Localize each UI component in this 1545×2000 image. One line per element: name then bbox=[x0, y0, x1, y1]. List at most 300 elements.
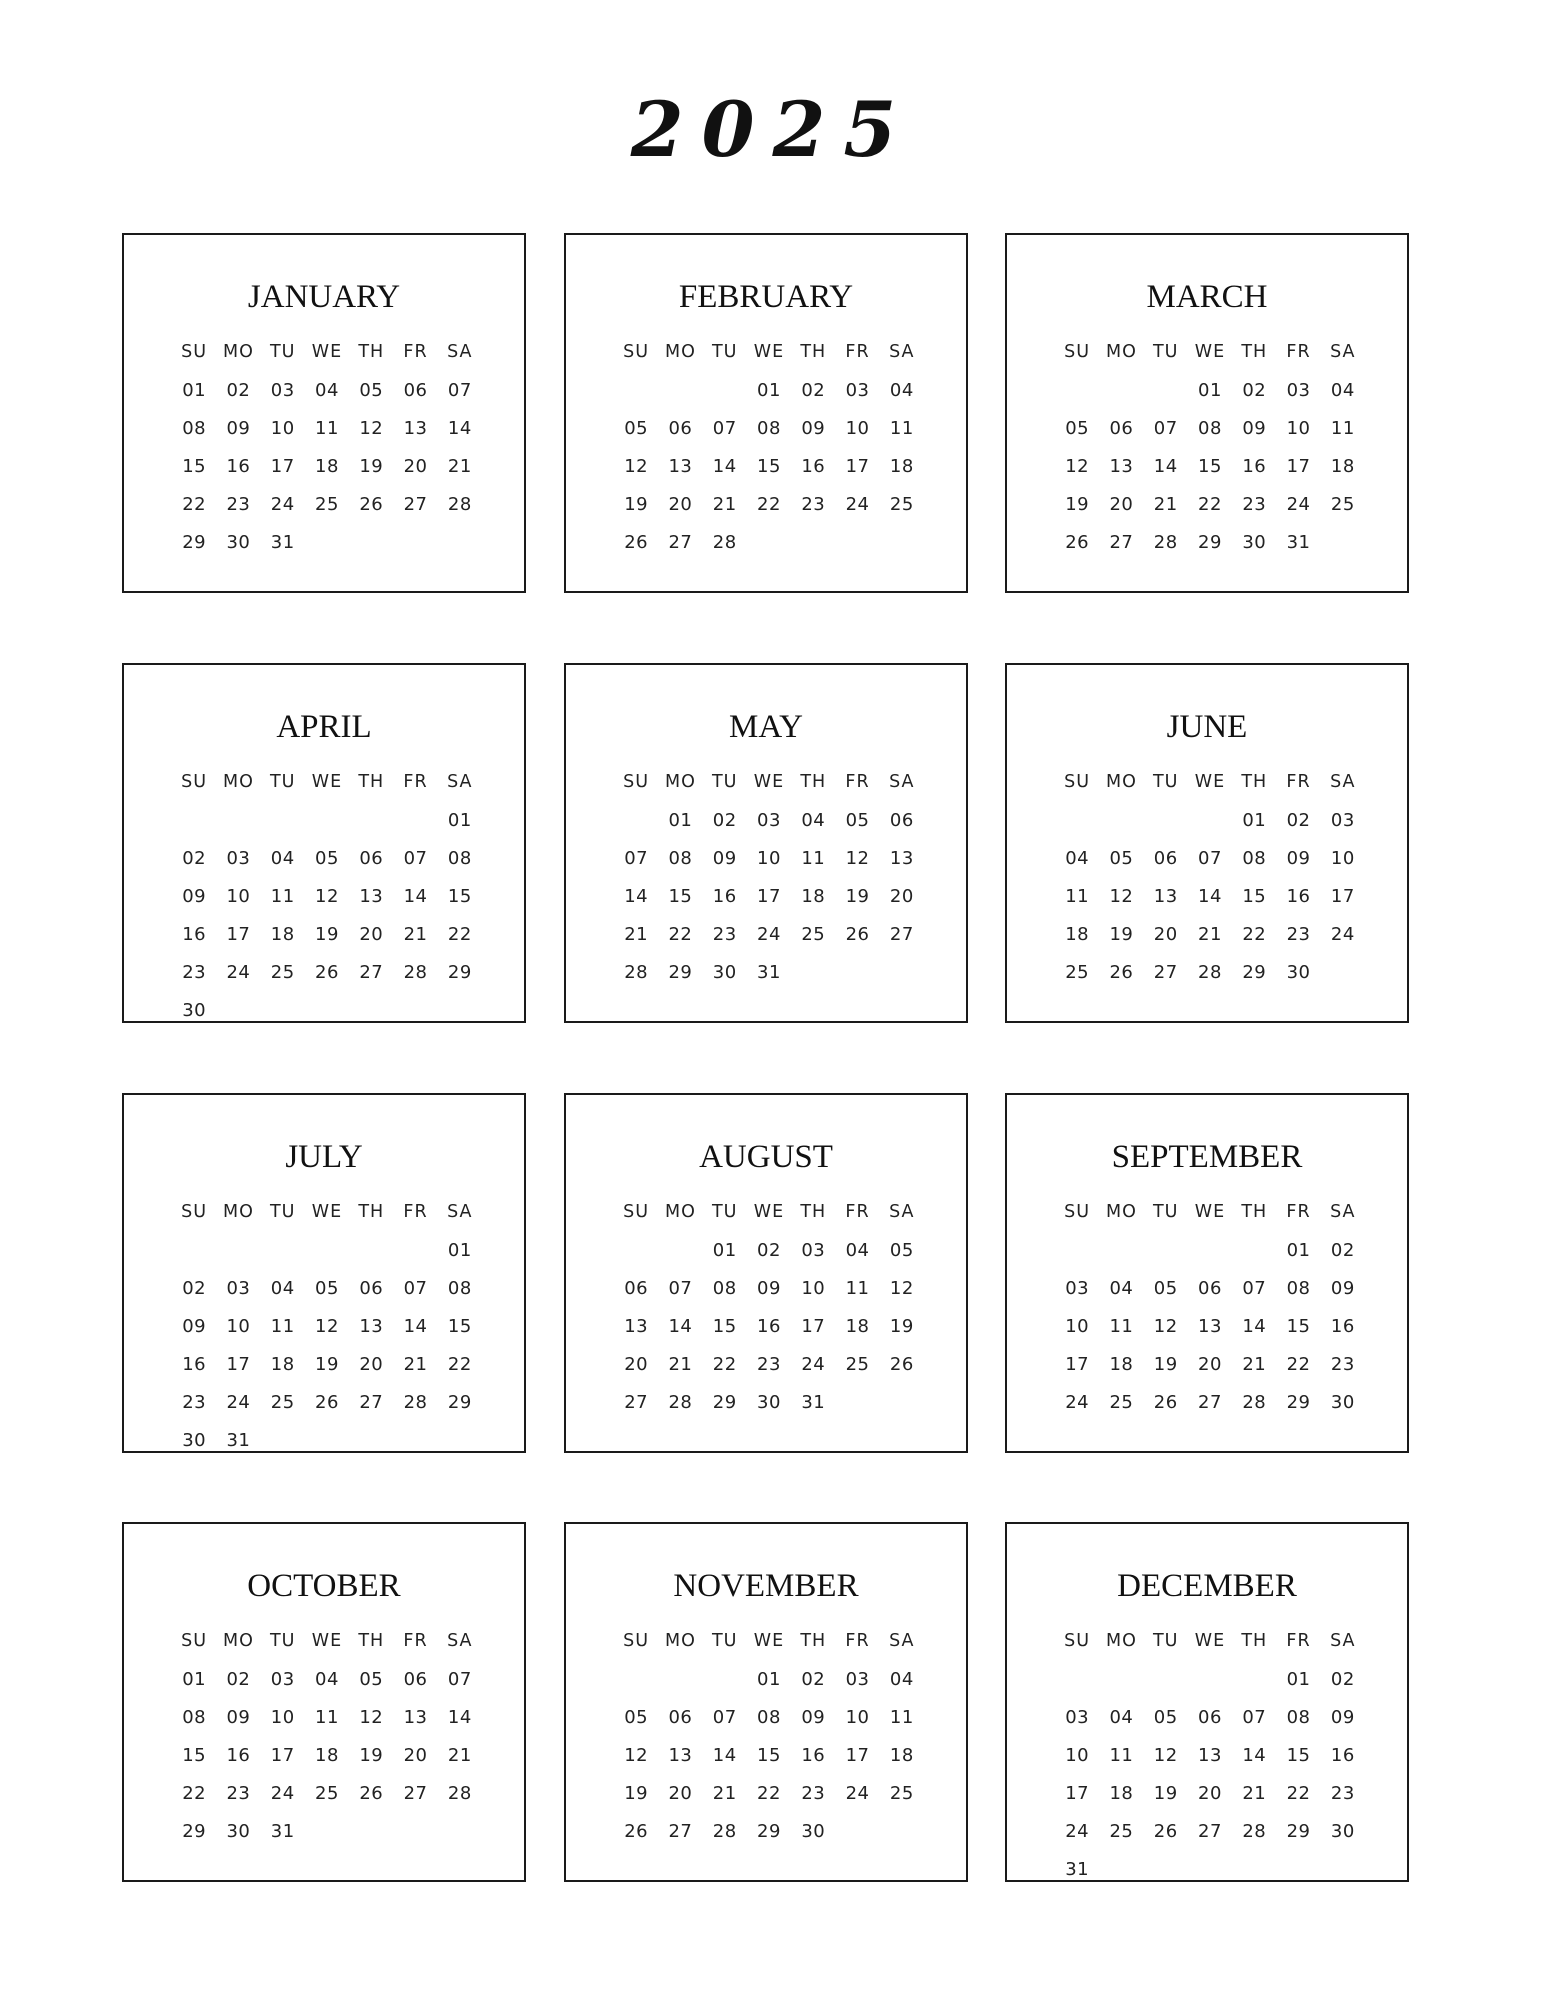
day-cell: 13 bbox=[668, 455, 693, 477]
weekday-label: SU bbox=[1064, 342, 1091, 362]
day-grid bbox=[614, 763, 924, 991]
month-february bbox=[564, 233, 968, 593]
day-cell: 04 bbox=[1109, 1277, 1134, 1299]
week-row bbox=[172, 801, 482, 839]
weekday-label: TU bbox=[269, 1202, 296, 1222]
day-cell: 13 bbox=[1153, 885, 1178, 907]
day-cell: 11 bbox=[1330, 417, 1355, 439]
day-cell: 27 bbox=[403, 1782, 428, 1804]
day-cell: 13 bbox=[1198, 1744, 1222, 1766]
day-cell: 28 bbox=[1242, 1820, 1267, 1842]
weekday-label: TU bbox=[1152, 1202, 1179, 1222]
weekday-label: MO bbox=[222, 1631, 254, 1651]
day-cell: 29 bbox=[712, 1391, 737, 1413]
day-cell: 18 bbox=[801, 885, 826, 907]
day-cell: 02 bbox=[757, 1239, 781, 1261]
day-cell: 29 bbox=[668, 961, 693, 983]
weekday-label: MO bbox=[222, 1202, 254, 1222]
day-cell: 13 bbox=[403, 1706, 428, 1728]
day-cell: 13 bbox=[1109, 455, 1134, 477]
weekday-label: SU bbox=[1064, 1631, 1091, 1651]
day-cell: 07 bbox=[1242, 1277, 1267, 1299]
day-cell: 11 bbox=[889, 417, 914, 439]
weekday-label: SA bbox=[889, 1202, 915, 1222]
day-cell: 19 bbox=[1153, 1782, 1178, 1804]
day-cell: 02 bbox=[1330, 1668, 1355, 1690]
day-cell: 05 bbox=[1065, 417, 1090, 439]
week-row bbox=[1055, 1774, 1365, 1812]
week-row bbox=[614, 1736, 924, 1774]
day-cell: 14 bbox=[1153, 455, 1178, 477]
weekday-label: WE bbox=[1194, 1202, 1226, 1222]
day-cell: 25 bbox=[1109, 1391, 1134, 1413]
day-cell: 04 bbox=[845, 1239, 870, 1261]
day-cell: 05 bbox=[359, 379, 384, 401]
day-cell: 31 bbox=[270, 531, 295, 553]
day-cell: 23 bbox=[712, 923, 737, 945]
day-cell: 12 bbox=[624, 1744, 649, 1766]
day-cell: 12 bbox=[1153, 1744, 1178, 1766]
day-cell: 07 bbox=[447, 379, 472, 401]
day-cell: 20 bbox=[1198, 1353, 1222, 1375]
day-cell: 14 bbox=[447, 417, 472, 439]
day-cell: 07 bbox=[624, 847, 649, 869]
day-cell: 04 bbox=[270, 1277, 295, 1299]
day-cell: 10 bbox=[1065, 1315, 1090, 1337]
day-cell: 26 bbox=[624, 1820, 649, 1842]
day-cell: 04 bbox=[315, 1668, 339, 1690]
day-cell: 19 bbox=[359, 1744, 384, 1766]
day-cell: 26 bbox=[1065, 531, 1090, 553]
day-cell: 23 bbox=[801, 493, 826, 515]
day-cell: 22 bbox=[447, 923, 472, 945]
day-cell: 27 bbox=[1198, 1391, 1222, 1413]
day-cell: 18 bbox=[1109, 1353, 1134, 1375]
weekday-label: TH bbox=[800, 1631, 827, 1651]
day-cell: 30 bbox=[1242, 531, 1267, 553]
month-july bbox=[122, 1093, 526, 1453]
weekday-label: WE bbox=[753, 1202, 785, 1222]
day-cell: 23 bbox=[182, 1391, 207, 1413]
day-cell: 13 bbox=[668, 1744, 693, 1766]
weekday-label: WE bbox=[1194, 1631, 1226, 1651]
day-cell: 18 bbox=[889, 455, 914, 477]
day-cell: 02 bbox=[1330, 1239, 1355, 1261]
day-cell: 21 bbox=[1242, 1782, 1267, 1804]
day-cell: 14 bbox=[447, 1706, 472, 1728]
weekday-label: TH bbox=[1241, 1631, 1268, 1651]
day-cell: 03 bbox=[1330, 809, 1355, 831]
week-row bbox=[172, 1812, 482, 1850]
day-cell: 02 bbox=[226, 1668, 251, 1690]
day-cell: 21 bbox=[403, 1353, 428, 1375]
week-row bbox=[614, 1231, 924, 1269]
weekday-label: WE bbox=[753, 1631, 785, 1651]
day-cell: 22 bbox=[757, 1782, 781, 1804]
weekday-label: SA bbox=[889, 1631, 915, 1651]
month-june bbox=[1005, 663, 1409, 1023]
day-cell: 05 bbox=[1153, 1706, 1178, 1728]
day-cell: 23 bbox=[1330, 1782, 1355, 1804]
month-name: DECEMBER bbox=[1117, 1568, 1297, 1604]
weekday-label: TU bbox=[1152, 772, 1179, 792]
week-row bbox=[614, 1660, 924, 1698]
day-cell: 22 bbox=[447, 1353, 472, 1375]
weekday-header bbox=[172, 1193, 482, 1231]
day-cell: 25 bbox=[315, 493, 339, 515]
day-cell: 29 bbox=[182, 531, 207, 553]
week-row bbox=[614, 953, 924, 991]
day-cell: 01 bbox=[447, 809, 472, 831]
day-cell: 25 bbox=[270, 961, 295, 983]
weekday-label: TU bbox=[269, 1631, 296, 1651]
week-row bbox=[1055, 839, 1365, 877]
week-row bbox=[1055, 953, 1365, 991]
weekday-label: TH bbox=[1241, 342, 1268, 362]
week-row bbox=[172, 1269, 482, 1307]
day-cell: 22 bbox=[712, 1353, 737, 1375]
weekday-label: MO bbox=[1105, 772, 1137, 792]
day-grid bbox=[1055, 333, 1365, 561]
day-cell: 17 bbox=[1330, 885, 1355, 907]
day-cell: 24 bbox=[1330, 923, 1355, 945]
weekday-header bbox=[172, 763, 482, 801]
weekday-label: TH bbox=[800, 1202, 827, 1222]
day-cell: 20 bbox=[1153, 923, 1178, 945]
day-cell: 16 bbox=[226, 455, 251, 477]
day-cell: 03 bbox=[1286, 379, 1311, 401]
day-cell: 15 bbox=[1286, 1315, 1311, 1337]
day-cell: 11 bbox=[315, 417, 339, 439]
weekday-label: SA bbox=[447, 342, 473, 362]
week-row bbox=[1055, 523, 1365, 561]
day-cell: 26 bbox=[315, 961, 339, 983]
day-cell: 05 bbox=[359, 1668, 384, 1690]
day-grid bbox=[172, 1622, 482, 1850]
day-cell: 02 bbox=[712, 809, 737, 831]
day-cell: 02 bbox=[1242, 379, 1267, 401]
weekday-header bbox=[614, 763, 924, 801]
day-cell: 02 bbox=[226, 379, 251, 401]
day-cell: 23 bbox=[1242, 493, 1267, 515]
day-cell: 16 bbox=[801, 1744, 826, 1766]
day-cell: 16 bbox=[801, 455, 826, 477]
day-grid bbox=[172, 333, 482, 561]
day-cell: 12 bbox=[1065, 455, 1090, 477]
day-cell: 25 bbox=[1065, 961, 1090, 983]
weekday-label: FR bbox=[845, 772, 870, 792]
day-cell: 28 bbox=[447, 1782, 472, 1804]
day-cell: 29 bbox=[1242, 961, 1267, 983]
week-row bbox=[172, 1345, 482, 1383]
day-cell: 24 bbox=[1065, 1391, 1090, 1413]
day-cell: 06 bbox=[889, 809, 914, 831]
week-row bbox=[172, 523, 482, 561]
weekday-label: FR bbox=[845, 1202, 870, 1222]
day-cell: 11 bbox=[845, 1277, 870, 1299]
day-cell: 16 bbox=[1330, 1315, 1355, 1337]
day-cell: 23 bbox=[226, 493, 251, 515]
day-cell: 20 bbox=[1198, 1782, 1222, 1804]
day-cell: 17 bbox=[801, 1315, 826, 1337]
day-cell: 02 bbox=[182, 1277, 207, 1299]
day-cell: 09 bbox=[801, 417, 826, 439]
day-cell: 21 bbox=[1153, 493, 1178, 515]
day-cell: 29 bbox=[757, 1820, 781, 1842]
day-cell: 29 bbox=[1286, 1820, 1311, 1842]
day-cell: 31 bbox=[226, 1429, 251, 1451]
day-cell: 15 bbox=[182, 455, 207, 477]
day-cell: 09 bbox=[757, 1277, 781, 1299]
weekday-label: WE bbox=[311, 342, 343, 362]
week-row bbox=[172, 1698, 482, 1736]
month-name: SEPTEMBER bbox=[1111, 1139, 1303, 1175]
day-cell: 30 bbox=[712, 961, 737, 983]
week-row bbox=[1055, 801, 1365, 839]
day-cell: 21 bbox=[624, 923, 649, 945]
day-cell: 06 bbox=[1198, 1277, 1222, 1299]
weekday-label: MO bbox=[222, 342, 254, 362]
day-cell: 07 bbox=[712, 417, 737, 439]
weekday-label: TU bbox=[711, 772, 738, 792]
day-cell: 10 bbox=[757, 847, 781, 869]
day-cell: 28 bbox=[403, 1391, 428, 1413]
day-cell: 11 bbox=[270, 1315, 295, 1337]
week-row bbox=[1055, 1231, 1365, 1269]
weekday-label: SA bbox=[447, 772, 473, 792]
day-cell: 10 bbox=[1330, 847, 1355, 869]
month-name: JANUARY bbox=[247, 279, 401, 315]
day-cell: 21 bbox=[712, 1782, 737, 1804]
day-cell: 12 bbox=[1153, 1315, 1178, 1337]
day-cell: 15 bbox=[757, 1744, 781, 1766]
week-row bbox=[614, 839, 924, 877]
day-cell: 25 bbox=[270, 1391, 295, 1413]
week-row bbox=[614, 801, 924, 839]
day-cell: 03 bbox=[1065, 1706, 1090, 1728]
day-cell: 17 bbox=[270, 455, 295, 477]
day-cell: 16 bbox=[226, 1744, 251, 1766]
day-cell: 15 bbox=[1198, 455, 1222, 477]
day-cell: 06 bbox=[1109, 417, 1134, 439]
day-cell: 10 bbox=[1286, 417, 1311, 439]
month-name: JULY bbox=[285, 1139, 363, 1175]
month-january bbox=[122, 233, 526, 593]
weekday-label: SA bbox=[1330, 772, 1356, 792]
day-cell: 07 bbox=[1242, 1706, 1267, 1728]
weekday-label: SU bbox=[181, 1631, 208, 1651]
day-cell: 23 bbox=[1286, 923, 1311, 945]
day-cell: 10 bbox=[226, 885, 251, 907]
weekday-header bbox=[1055, 1622, 1365, 1660]
day-cell: 14 bbox=[1198, 885, 1222, 907]
day-cell: 19 bbox=[624, 1782, 649, 1804]
day-cell: 24 bbox=[801, 1353, 826, 1375]
day-cell: 30 bbox=[182, 999, 207, 1021]
day-cell: 08 bbox=[757, 1706, 781, 1728]
day-cell: 14 bbox=[403, 1315, 428, 1337]
day-cell: 09 bbox=[182, 1315, 207, 1337]
day-cell: 16 bbox=[1286, 885, 1311, 907]
weekday-label: SA bbox=[1330, 342, 1356, 362]
weekday-label: SU bbox=[181, 772, 208, 792]
day-cell: 14 bbox=[712, 455, 737, 477]
day-cell: 11 bbox=[315, 1706, 339, 1728]
weekday-header bbox=[1055, 763, 1365, 801]
day-cell: 06 bbox=[359, 847, 384, 869]
day-cell: 03 bbox=[226, 1277, 251, 1299]
weekday-label: SU bbox=[623, 1202, 650, 1222]
day-cell: 30 bbox=[757, 1391, 781, 1413]
weekday-header bbox=[1055, 1193, 1365, 1231]
day-cell: 30 bbox=[182, 1429, 207, 1451]
day-cell: 17 bbox=[1286, 455, 1311, 477]
day-cell: 01 bbox=[182, 1668, 207, 1690]
day-cell: 09 bbox=[801, 1706, 826, 1728]
day-cell: 09 bbox=[1286, 847, 1311, 869]
day-cell: 09 bbox=[712, 847, 737, 869]
day-cell: 24 bbox=[1286, 493, 1311, 515]
day-cell: 16 bbox=[182, 923, 207, 945]
day-cell: 19 bbox=[315, 1353, 339, 1375]
month-name: MARCH bbox=[1146, 279, 1268, 315]
weekday-label: TH bbox=[358, 772, 385, 792]
day-cell: 28 bbox=[1242, 1391, 1267, 1413]
day-cell: 24 bbox=[270, 1782, 295, 1804]
day-cell: 20 bbox=[668, 493, 693, 515]
day-cell: 28 bbox=[1198, 961, 1222, 983]
week-row bbox=[614, 1269, 924, 1307]
day-cell: 05 bbox=[889, 1239, 914, 1261]
day-cell: 15 bbox=[757, 455, 781, 477]
day-cell: 21 bbox=[712, 493, 737, 515]
week-row bbox=[172, 1231, 482, 1269]
weekday-label: TH bbox=[1241, 1202, 1268, 1222]
day-cell: 05 bbox=[845, 809, 870, 831]
day-cell: 13 bbox=[403, 417, 428, 439]
weekday-label: MO bbox=[664, 1202, 696, 1222]
weekday-label: TH bbox=[358, 1631, 385, 1651]
day-cell: 21 bbox=[403, 923, 428, 945]
week-row bbox=[172, 991, 482, 1029]
week-row bbox=[614, 1812, 924, 1850]
day-cell: 09 bbox=[1330, 1706, 1355, 1728]
weekday-label: WE bbox=[311, 1202, 343, 1222]
day-cell: 20 bbox=[403, 455, 428, 477]
day-cell: 03 bbox=[845, 1668, 870, 1690]
day-cell: 02 bbox=[182, 847, 207, 869]
day-cell: 17 bbox=[845, 1744, 870, 1766]
weekday-header bbox=[614, 1622, 924, 1660]
day-grid bbox=[614, 1193, 924, 1421]
day-cell: 12 bbox=[315, 885, 339, 907]
weekday-label: FR bbox=[403, 1631, 428, 1651]
day-cell: 19 bbox=[1065, 493, 1090, 515]
weekday-label: WE bbox=[311, 1631, 343, 1651]
day-cell: 01 bbox=[1286, 1668, 1311, 1690]
day-cell: 04 bbox=[889, 1668, 914, 1690]
day-cell: 31 bbox=[801, 1391, 826, 1413]
day-cell: 12 bbox=[359, 1706, 384, 1728]
weekday-header bbox=[172, 333, 482, 371]
week-row bbox=[614, 1774, 924, 1812]
week-row bbox=[172, 915, 482, 953]
day-cell: 05 bbox=[1109, 847, 1134, 869]
day-cell: 08 bbox=[1286, 1706, 1311, 1728]
day-cell: 04 bbox=[1065, 847, 1090, 869]
day-cell: 04 bbox=[1109, 1706, 1134, 1728]
day-cell: 29 bbox=[1286, 1391, 1311, 1413]
day-cell: 21 bbox=[1198, 923, 1222, 945]
day-cell: 07 bbox=[403, 1277, 428, 1299]
day-cell: 27 bbox=[359, 1391, 384, 1413]
day-cell: 08 bbox=[447, 847, 472, 869]
day-cell: 06 bbox=[403, 379, 428, 401]
day-cell: 24 bbox=[845, 493, 870, 515]
day-cell: 02 bbox=[801, 379, 826, 401]
day-cell: 08 bbox=[1198, 417, 1222, 439]
day-cell: 31 bbox=[757, 961, 781, 983]
month-november bbox=[564, 1522, 968, 1882]
weekday-label: SU bbox=[623, 772, 650, 792]
day-cell: 31 bbox=[1065, 1858, 1090, 1880]
day-cell: 26 bbox=[359, 493, 384, 515]
week-row bbox=[1055, 1307, 1365, 1345]
day-cell: 22 bbox=[182, 1782, 207, 1804]
day-cell: 14 bbox=[624, 885, 649, 907]
week-row bbox=[1055, 1812, 1365, 1850]
day-cell: 27 bbox=[668, 531, 693, 553]
week-row bbox=[1055, 1383, 1365, 1421]
weekday-label: MO bbox=[664, 772, 696, 792]
day-cell: 23 bbox=[182, 961, 207, 983]
week-row bbox=[172, 839, 482, 877]
day-cell: 19 bbox=[315, 923, 339, 945]
weekday-label: MO bbox=[1105, 1202, 1137, 1222]
weekday-label: SU bbox=[181, 1202, 208, 1222]
day-cell: 16 bbox=[757, 1315, 781, 1337]
day-cell: 17 bbox=[226, 923, 251, 945]
week-row bbox=[1055, 447, 1365, 485]
day-cell: 22 bbox=[1286, 1782, 1311, 1804]
day-grid bbox=[1055, 763, 1365, 991]
day-cell: 26 bbox=[315, 1391, 339, 1413]
day-cell: 08 bbox=[447, 1277, 472, 1299]
day-cell: 18 bbox=[315, 455, 339, 477]
day-cell: 06 bbox=[624, 1277, 649, 1299]
day-cell: 11 bbox=[1065, 885, 1090, 907]
day-cell: 11 bbox=[1109, 1315, 1134, 1337]
day-cell: 16 bbox=[712, 885, 737, 907]
week-row bbox=[1055, 1698, 1365, 1736]
week-row bbox=[1055, 1345, 1365, 1383]
day-cell: 20 bbox=[624, 1353, 649, 1375]
day-cell: 26 bbox=[624, 531, 649, 553]
day-cell: 05 bbox=[624, 417, 649, 439]
day-cell: 22 bbox=[182, 493, 207, 515]
day-cell: 17 bbox=[1065, 1353, 1090, 1375]
day-cell: 16 bbox=[1242, 455, 1267, 477]
day-cell: 24 bbox=[226, 1391, 251, 1413]
weekday-label: SU bbox=[1064, 1202, 1091, 1222]
day-cell: 19 bbox=[624, 493, 649, 515]
week-row bbox=[172, 1421, 482, 1459]
month-name: MAY bbox=[729, 709, 803, 745]
day-cell: 15 bbox=[1286, 1744, 1311, 1766]
day-cell: 04 bbox=[315, 379, 339, 401]
day-cell: 07 bbox=[668, 1277, 693, 1299]
day-cell: 02 bbox=[801, 1668, 826, 1690]
